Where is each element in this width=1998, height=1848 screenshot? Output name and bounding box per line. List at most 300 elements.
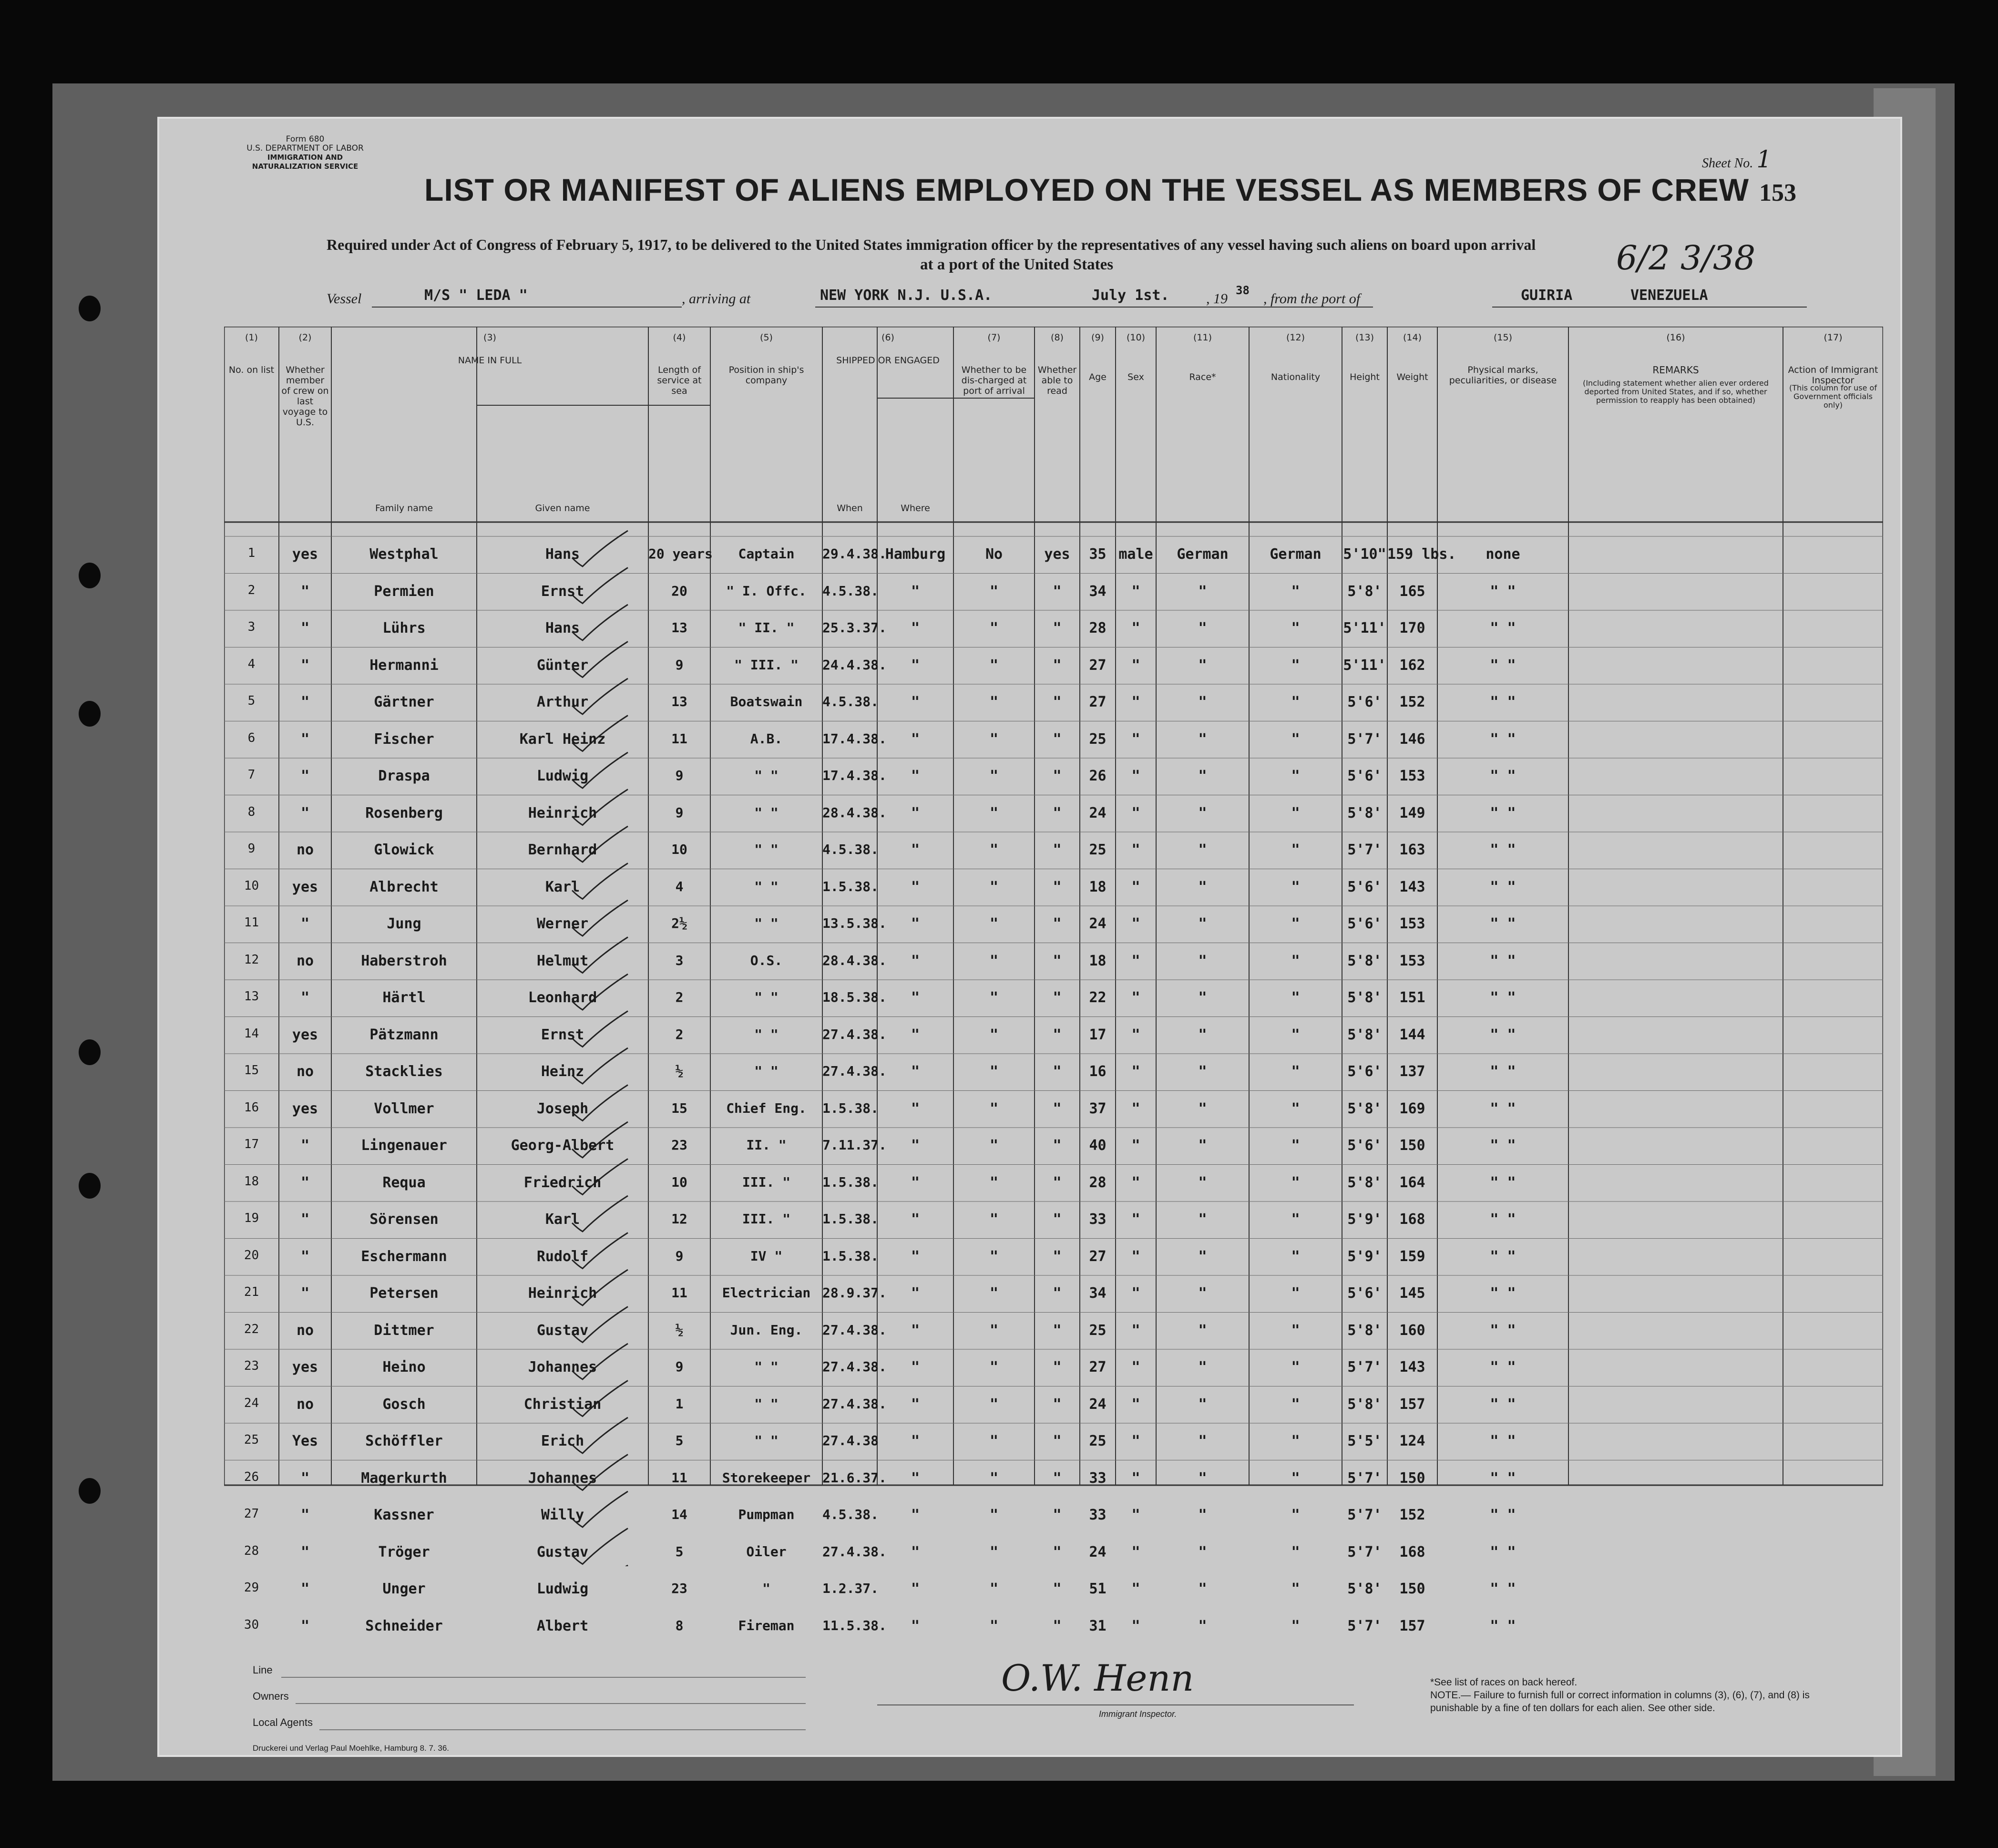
header-c12: Nationality [1271, 372, 1321, 382]
able-to-read: " [1053, 915, 1062, 932]
crew-last-voyage: yes [292, 878, 318, 895]
sex: " [1131, 989, 1140, 1006]
physical-marks: " " [1490, 989, 1516, 1006]
race: " [1198, 1211, 1207, 1228]
sex: " [1131, 1248, 1140, 1265]
header-c8: Whether able to read [1037, 365, 1077, 396]
race: " [1198, 1322, 1207, 1339]
crew-last-voyage: no [296, 1396, 314, 1413]
shipped-where: " [911, 657, 920, 674]
penalty-note: NOTE.— Failure to furnish full or correct information in columns (3), (6), (7), and (8) is punishable by a fine of ten dollars for each alien. See other side. [1430, 1690, 1810, 1714]
position: Oiler [746, 1543, 787, 1560]
length-of-service: 20 [671, 583, 687, 599]
length-of-service: 13 [671, 620, 687, 636]
given-name: Bernhard [528, 842, 597, 858]
discharged-at-arrival: " [989, 842, 999, 858]
year-label: , 19 [1206, 291, 1228, 307]
weight: 152 [1399, 1507, 1425, 1523]
nationality: " [1291, 1617, 1300, 1634]
header-c6-when: When [837, 503, 863, 513]
row-number: 3 [247, 620, 256, 634]
race: " [1198, 878, 1207, 895]
length-of-service: 2 [675, 1026, 684, 1042]
family-name: Magerkurth [361, 1469, 447, 1487]
race: " [1198, 1469, 1207, 1487]
height: 5'8' [1347, 1174, 1382, 1191]
discharged-at-arrival: " [989, 1211, 999, 1228]
nationality: " [1291, 1433, 1300, 1449]
length-of-service: 5 [675, 1543, 684, 1560]
nationality: " [1291, 1396, 1300, 1413]
nationality: " [1291, 730, 1300, 748]
row-number: 26 [244, 1469, 259, 1484]
shipped-where: " [911, 1026, 920, 1043]
sex: " [1131, 583, 1140, 600]
sheet-number: 1 [1756, 145, 1772, 173]
age: 28 [1089, 1174, 1107, 1191]
nationality: " [1291, 1322, 1300, 1339]
row-number: 16 [244, 1100, 259, 1115]
manifest-sheet [157, 117, 1902, 1757]
age: 35 [1089, 546, 1107, 563]
shipped-where: " [911, 583, 920, 600]
header-c10: Sex [1127, 372, 1144, 382]
given-name: Hans [545, 546, 580, 563]
height: 5'6' [1347, 878, 1382, 895]
weight: 162 [1399, 657, 1425, 674]
sex: " [1131, 1285, 1140, 1302]
age: 18 [1089, 952, 1107, 969]
row-number: 6 [247, 730, 256, 745]
length-of-service: 14 [671, 1507, 687, 1522]
age: 40 [1089, 1137, 1107, 1154]
header-c16: REMARKS [1652, 364, 1699, 376]
race: " [1198, 1174, 1207, 1191]
shipped-when: 1.5.38. [822, 1211, 879, 1227]
discharged-at-arrival: " [989, 878, 999, 895]
given-name: Heinrich [528, 804, 597, 821]
age: 27 [1089, 657, 1107, 674]
able-to-read: " [1053, 1063, 1062, 1080]
sex: " [1131, 768, 1140, 784]
shipped-where: " [911, 989, 920, 1006]
row-number: 30 [244, 1617, 259, 1632]
row-number: 15 [244, 1063, 259, 1078]
physical-marks: " " [1490, 620, 1516, 637]
header-c7-number: (7) [987, 332, 1001, 343]
position: IV " [750, 1248, 783, 1264]
physical-marks: " " [1490, 878, 1516, 895]
family-name: Härtl [382, 989, 426, 1006]
race: " [1198, 1507, 1207, 1523]
physical-marks: " " [1490, 1396, 1516, 1413]
able-to-read: " [1053, 842, 1062, 858]
shipped-when: 4.5.38. [822, 842, 879, 857]
sex: " [1131, 842, 1140, 858]
physical-marks: " " [1490, 804, 1516, 821]
shipped-when: 4.5.38. [822, 1507, 879, 1522]
crew-last-voyage: " [300, 1507, 310, 1523]
sex: " [1131, 1469, 1140, 1487]
race: " [1198, 694, 1207, 710]
height: 5'7' [1347, 730, 1382, 748]
able-to-read: " [1053, 1211, 1062, 1228]
physical-marks: " " [1490, 730, 1516, 748]
sex: " [1131, 1137, 1140, 1154]
shipped-when: 28.9.37. [822, 1285, 887, 1301]
shipped-where: " [911, 804, 920, 821]
departure-country: VENEZUELA [1630, 287, 1708, 304]
arrival-year: 38 [1236, 284, 1250, 297]
crew-last-voyage: Yes [292, 1433, 318, 1449]
length-of-service: 11 [671, 1469, 687, 1486]
sex: " [1131, 1359, 1140, 1376]
physical-marks: " " [1490, 1543, 1516, 1561]
shipped-where: Hamburg [885, 546, 946, 563]
length-of-service: 8 [675, 1617, 684, 1633]
length-of-service: 23 [671, 1581, 687, 1596]
shipped-where: " [911, 1063, 920, 1080]
able-to-read: " [1053, 1433, 1062, 1449]
discharged-at-arrival: " [989, 1581, 999, 1597]
length-of-service: 23 [671, 1137, 687, 1153]
position: Fireman [738, 1617, 795, 1633]
row-number: 12 [244, 952, 259, 967]
race: " [1198, 842, 1207, 858]
sex: " [1131, 1174, 1140, 1191]
header-c5: Position in ship's company [728, 365, 804, 386]
position: " II. " [738, 620, 795, 636]
check-mark [572, 1565, 628, 1566]
age: 25 [1089, 842, 1107, 858]
row-number: 24 [244, 1396, 259, 1410]
position: " " [754, 1396, 779, 1412]
height: 5'7' [1347, 1617, 1382, 1634]
discharged-at-arrival: " [989, 1100, 999, 1117]
height: 5'8' [1347, 804, 1382, 821]
crew-last-voyage: no [296, 952, 314, 969]
race: German [1177, 546, 1229, 563]
weight: 153 [1399, 952, 1425, 969]
age: 18 [1089, 878, 1107, 895]
race: " [1198, 768, 1207, 784]
position: " I. Offc. [726, 583, 807, 599]
row-number: 1 [247, 546, 256, 560]
nationality: " [1291, 1174, 1300, 1191]
given-name: Johannes [528, 1469, 597, 1487]
shipped-when: 27.4.38 [822, 1433, 879, 1448]
header-c2: Whether member of crew on last voyage to U.S. [281, 365, 329, 428]
discharged-at-arrival: " [989, 952, 999, 969]
binder-hole [79, 1039, 101, 1065]
length-of-service: 9 [675, 1359, 684, 1375]
shipped-where: " [911, 1543, 920, 1561]
row-number: 4 [247, 657, 256, 671]
nationality: " [1291, 915, 1300, 932]
nationality: " [1291, 657, 1300, 674]
able-to-read: " [1053, 1174, 1062, 1191]
race: " [1198, 1396, 1207, 1413]
weight: 150 [1399, 1581, 1425, 1597]
family-name: Stacklies [365, 1063, 443, 1080]
length-of-service: 3 [675, 952, 684, 968]
height: 5'5' [1347, 1433, 1382, 1449]
discharged-at-arrival: " [989, 1322, 999, 1339]
header-c2-number: (2) [298, 332, 312, 343]
discharged-at-arrival: " [989, 620, 999, 637]
height: 5'7' [1347, 1359, 1382, 1376]
shipped-where: " [911, 1581, 920, 1597]
header-c13-number: (13) [1355, 332, 1374, 343]
crew-last-voyage: " [300, 694, 310, 710]
header-c16-note: (Including statement whether alien ever ordered deported from United States, and if so, whether permission to reapply has been obtained) [1583, 379, 1769, 405]
given-name: Hans [545, 620, 580, 637]
position: " [762, 1581, 770, 1596]
nationality: " [1291, 1359, 1300, 1376]
age: 25 [1089, 1322, 1107, 1339]
shipped-when: 25.3.37. [822, 620, 887, 636]
able-to-read: " [1053, 694, 1062, 710]
nationality: " [1291, 1581, 1300, 1597]
family-name: Vollmer [374, 1100, 434, 1117]
age: 33 [1089, 1469, 1107, 1487]
race: " [1198, 657, 1207, 674]
given-name: Karl [545, 1211, 580, 1228]
family-name: Hermanni [369, 657, 439, 674]
height: 5'6' [1347, 694, 1382, 710]
row-number: 2 [247, 583, 256, 597]
sex: " [1131, 1322, 1140, 1339]
given-name: Heinz [541, 1063, 584, 1080]
header-c4-number: (4) [673, 332, 686, 343]
discharged-at-arrival: " [989, 804, 999, 821]
height: 5'8' [1347, 989, 1382, 1006]
sex: " [1131, 1581, 1140, 1597]
nationality: " [1291, 1026, 1300, 1043]
age: 33 [1089, 1211, 1107, 1228]
nationality: " [1291, 1100, 1300, 1117]
crew-last-voyage: yes [292, 1359, 318, 1376]
race: " [1198, 1137, 1207, 1154]
header-c3: NAME IN FULL [458, 355, 522, 366]
shipped-when: 11.5.38. [822, 1617, 887, 1633]
position: " " [754, 878, 779, 894]
position: " " [754, 989, 779, 1005]
weight: 157 [1399, 1617, 1425, 1634]
row-number: 22 [244, 1322, 259, 1336]
position: " " [754, 842, 779, 857]
form-header [243, 135, 367, 171]
able-to-read: " [1053, 583, 1062, 600]
header-c4: Length of service at sea [657, 365, 702, 396]
nationality: " [1291, 842, 1300, 858]
row-number: 17 [244, 1137, 259, 1151]
sex: " [1131, 1396, 1140, 1413]
length-of-service: 11 [671, 1285, 687, 1301]
given-name: Rudolf [536, 1248, 589, 1265]
shipped-when: 28.4.38. [822, 804, 887, 821]
nationality: " [1291, 620, 1300, 637]
binder-hole [79, 701, 101, 727]
nationality: " [1291, 952, 1300, 969]
crew-last-voyage: " [300, 804, 310, 821]
position: III. " [742, 1174, 791, 1190]
height: 5'8' [1347, 1322, 1382, 1339]
given-name: Karl Heinz [519, 730, 606, 748]
shipped-when: 27.4.38. [822, 1543, 887, 1560]
given-name: Ludwig [536, 1581, 589, 1597]
discharged-at-arrival: " [989, 1543, 999, 1561]
sex: " [1131, 730, 1140, 748]
shipped-where: " [911, 842, 920, 858]
vessel-label: Vessel [327, 291, 362, 307]
crew-last-voyage: " [300, 620, 310, 637]
shipped-when: 29.4.38. [822, 546, 887, 562]
age: 24 [1089, 915, 1107, 932]
header-c17-note: (This column for use of Government officials only) [1789, 383, 1877, 410]
position: Chief Eng. [726, 1100, 807, 1116]
discharged-at-arrival: " [989, 1174, 999, 1191]
header-c6: SHIPPED OR ENGAGED [836, 355, 940, 366]
race: " [1198, 1543, 1207, 1561]
given-name: Ludwig [536, 768, 589, 784]
shipped-when: 27.4.38. [822, 1322, 887, 1338]
able-to-read: " [1053, 730, 1062, 748]
family-name: Westphal [369, 546, 439, 563]
able-to-read: " [1053, 989, 1062, 1006]
row-number: 25 [244, 1433, 259, 1447]
shipped-where: " [911, 620, 920, 637]
length-of-service: 2½ [671, 915, 687, 931]
discharged-at-arrival: " [989, 1137, 999, 1154]
given-name: Karl [545, 878, 580, 895]
position: II. " [746, 1137, 787, 1153]
able-to-read: yes [1044, 546, 1070, 563]
sex: " [1131, 1433, 1140, 1449]
shipped-when: 4.5.38. [822, 694, 879, 709]
discharged-at-arrival: " [989, 1285, 999, 1302]
able-to-read: " [1053, 1396, 1062, 1413]
from-port-label: , from the port of [1263, 291, 1361, 307]
age: 24 [1089, 1396, 1107, 1413]
crew-last-voyage: yes [292, 546, 318, 563]
position: " " [754, 768, 779, 783]
vessel-name: M/S " LEDA " [424, 287, 528, 304]
height: 5'6' [1347, 1063, 1382, 1080]
race: " [1198, 989, 1207, 1006]
able-to-read: " [1053, 1100, 1062, 1117]
given-name: Albert [536, 1617, 589, 1634]
height: 5'9' [1347, 1248, 1382, 1265]
position: " " [754, 1063, 779, 1079]
physical-marks: " " [1490, 915, 1516, 932]
department-name: U.S. DEPARTMENT OF LABOR [246, 144, 364, 153]
family-name: Jung [387, 915, 421, 932]
shipped-where: " [911, 694, 920, 710]
family-name: Sörensen [369, 1211, 439, 1228]
position: Electrician [722, 1285, 811, 1301]
physical-marks: " " [1490, 1137, 1516, 1154]
header-c6-where: Where [901, 503, 930, 513]
shipped-when: 27.4.38. [822, 1026, 887, 1042]
row-number: 19 [244, 1211, 259, 1225]
header-c16-number: (16) [1666, 332, 1685, 343]
crew-last-voyage: " [300, 989, 310, 1006]
nationality: " [1291, 1248, 1300, 1265]
crew-last-voyage: " [300, 1469, 310, 1487]
sex: " [1131, 915, 1140, 932]
physical-marks: none [1486, 546, 1520, 563]
nationality: " [1291, 1543, 1300, 1561]
physical-marks: " " [1490, 1100, 1516, 1117]
row-number: 27 [244, 1507, 259, 1521]
physical-marks: " " [1490, 1433, 1516, 1449]
nationality: " [1291, 768, 1300, 784]
shipped-where: " [911, 1174, 920, 1191]
nationality: " [1291, 989, 1300, 1006]
race: " [1198, 1359, 1207, 1376]
able-to-read: " [1053, 1137, 1062, 1154]
weight: 164 [1399, 1174, 1425, 1191]
nationality: " [1291, 1137, 1300, 1154]
shipped-where: " [911, 1507, 920, 1523]
height: 5'6' [1347, 1285, 1382, 1302]
discharged-at-arrival: " [989, 1359, 999, 1376]
crew-last-voyage: " [300, 1581, 310, 1597]
length-of-service: 9 [675, 804, 684, 821]
height: 5'7' [1347, 1543, 1382, 1561]
header-c14-number: (14) [1403, 332, 1422, 343]
header-c3-given: Given name [535, 503, 590, 513]
physical-marks: " " [1490, 1285, 1516, 1302]
race: " [1198, 915, 1207, 932]
crew-last-voyage: " [300, 1543, 310, 1561]
race: " [1198, 1026, 1207, 1043]
discharged-at-arrival: " [989, 1248, 999, 1265]
discharged-at-arrival: " [989, 768, 999, 784]
discharged-at-arrival: " [989, 989, 999, 1006]
family-name: Permien [374, 583, 434, 600]
discharged-at-arrival: No [985, 546, 1003, 563]
shipped-when: 17.4.38. [822, 730, 887, 747]
shipped-when: 18.5.38. [822, 989, 887, 1005]
row-number: 9 [247, 842, 256, 856]
shipped-where: " [911, 1617, 920, 1634]
nationality: German [1270, 546, 1322, 563]
age: 17 [1089, 1026, 1107, 1043]
sex: male [1118, 546, 1153, 563]
position: III. " [742, 1211, 791, 1227]
family-name: Gärtner [374, 694, 434, 710]
position: Pumpman [738, 1507, 795, 1522]
age: 25 [1089, 1433, 1107, 1449]
height: 5'11' [1343, 620, 1386, 637]
weight: 159 lbs. [1387, 546, 1456, 563]
header-c8-number: (8) [1051, 332, 1064, 343]
able-to-read: " [1053, 657, 1062, 674]
physical-marks: " " [1490, 1174, 1516, 1191]
crew-last-voyage: yes [292, 1026, 318, 1043]
family-name: Kassner [374, 1507, 434, 1523]
header-c11-number: (11) [1193, 332, 1212, 343]
shipped-when: 28.4.38. [822, 952, 887, 968]
shipped-where: " [911, 730, 920, 748]
age: 16 [1089, 1063, 1107, 1080]
physical-marks: " " [1490, 1322, 1516, 1339]
row-number: 18 [244, 1174, 259, 1189]
height: 5'11' [1343, 657, 1386, 674]
shipped-where: " [911, 1469, 920, 1487]
